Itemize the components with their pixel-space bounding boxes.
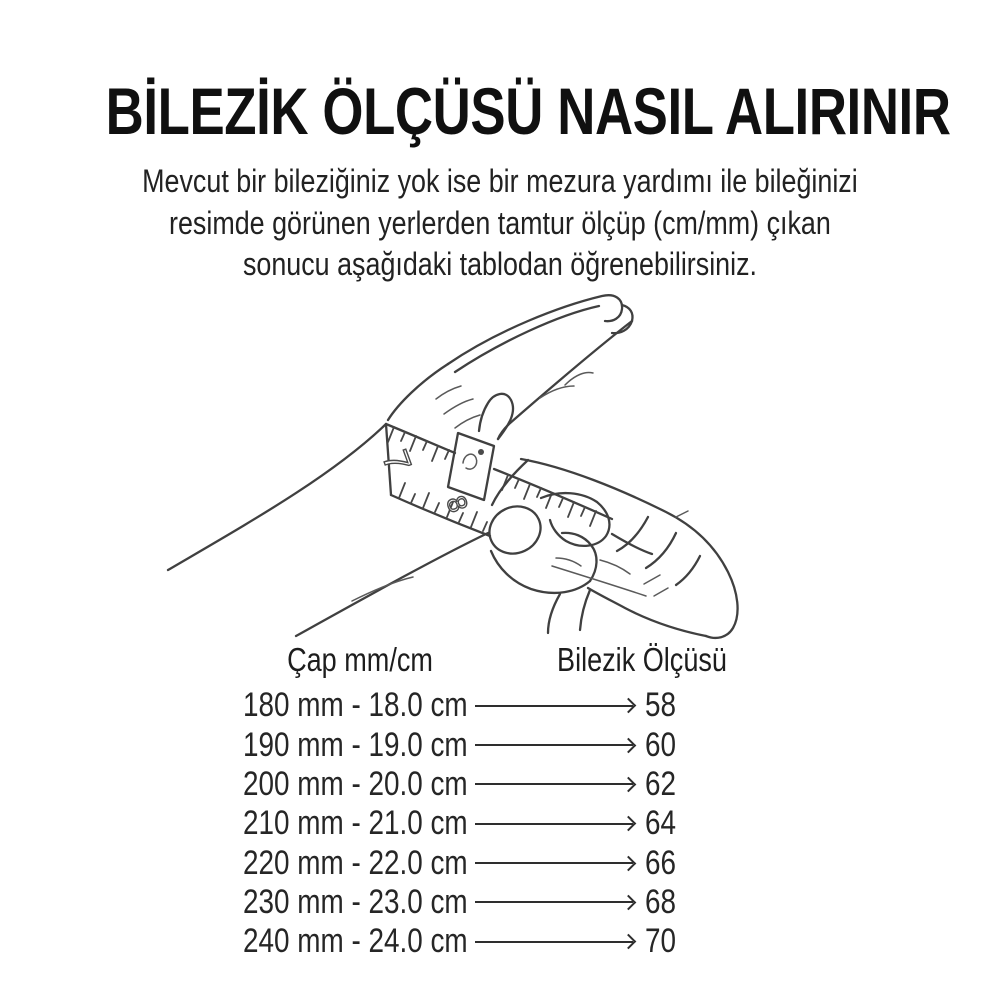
table-row [243, 686, 701, 725]
tape-clip-rivet [478, 449, 484, 455]
table-body [243, 686, 701, 961]
diameter-value: 200 mm - 20.0 cm [243, 764, 468, 803]
intro-line: sonucu aşağıdaki tablodan öğrenebilirsiniz. [242, 246, 758, 282]
arrow-right-icon [475, 941, 633, 943]
left-hand [388, 295, 633, 439]
diameter-value: 190 mm - 19.0 cm [243, 725, 468, 764]
table-row [243, 883, 701, 922]
bracelet-size-value: 58 [645, 686, 677, 725]
size-conversion-table [243, 637, 727, 961]
page-title-text: BİLEZİK ÖLÇÜSÜ NASIL ALIRINIR [105, 74, 951, 148]
bracelet-size-value: 60 [645, 725, 677, 764]
diameter-value: 180 mm - 18.0 cm [243, 686, 468, 725]
table-row [243, 843, 701, 882]
bracelet-size-value: 70 [645, 922, 677, 961]
intro-line: resimde görünen yerlerden tamtur ölçüp (cm/mm) çıkan [169, 204, 831, 241]
bracelet-size-value: 64 [645, 804, 677, 843]
bracelet-size-value: 62 [645, 764, 677, 803]
right-thumb [482, 460, 597, 593]
arrow-right-icon [475, 705, 633, 707]
arrow-right-icon [475, 783, 633, 785]
page-title [0, 74, 1000, 148]
tape-number-8: 8 [440, 491, 474, 517]
tape-end-clip [448, 433, 494, 500]
column-header-bracelet-size: Bilezik Ölçüsü [557, 641, 727, 678]
arrow-right-icon [475, 862, 633, 864]
arrow-right-icon [475, 901, 633, 903]
bracelet-size-value: 66 [645, 843, 677, 882]
arrow-right-icon [475, 744, 633, 746]
arrow-right-icon [475, 823, 633, 825]
table-header [243, 637, 727, 683]
table-row [243, 804, 701, 843]
diameter-value: 210 mm - 21.0 cm [243, 804, 468, 843]
intro-text [0, 161, 1000, 286]
diameter-value: 240 mm - 24.0 cm [243, 922, 468, 961]
tape-number-7: 7 [374, 444, 420, 478]
diameter-value: 230 mm - 23.0 cm [243, 882, 468, 921]
diameter-value: 220 mm - 22.0 cm [243, 843, 468, 882]
bracelet-size-value: 68 [645, 882, 677, 921]
table-row [243, 765, 701, 804]
intro-line: Mevcut bir bileziğiniz yok ise bir mezura yardımı ile bileğinizi [142, 163, 858, 199]
column-header-diameter: Çap mm/cm [287, 641, 433, 678]
left-forearm [168, 424, 488, 636]
table-row [243, 725, 701, 764]
table-row [243, 922, 701, 961]
right-hand-pinching [482, 459, 738, 638]
wrist-tape-measure-illustration [0, 280, 1000, 650]
